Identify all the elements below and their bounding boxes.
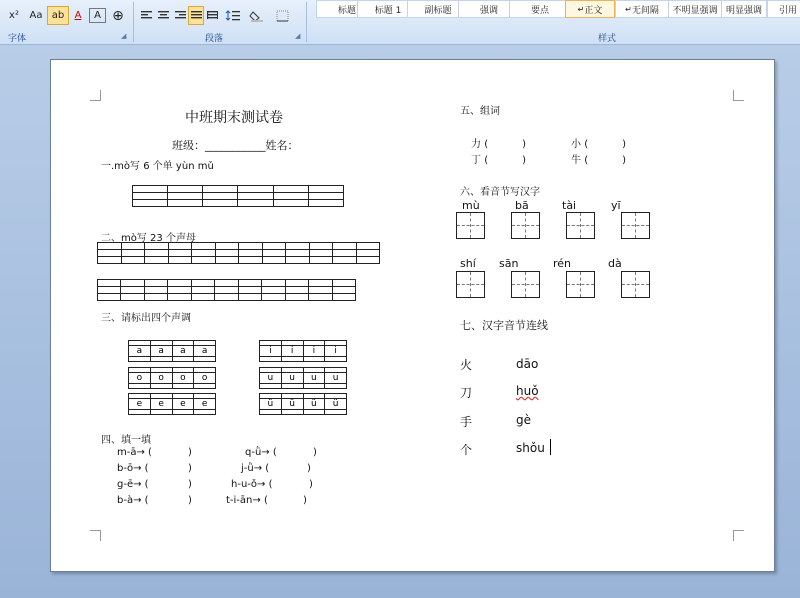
fill-item-close: ) — [307, 463, 311, 474]
writing-box[interactable] — [456, 212, 485, 239]
section-7-title: 七、汉字音节连线 — [460, 319, 548, 332]
style-emphasis[interactable]: 强调 — [458, 0, 520, 18]
tone-cell: a — [172, 346, 194, 357]
style-subtitle[interactable]: 副标题 — [407, 0, 469, 18]
match-pinyin: gè — [516, 413, 531, 427]
word-item — [571, 151, 626, 166]
style-normal[interactable] — [565, 0, 615, 18]
line-spacing-icon — [225, 10, 241, 21]
font-group-label: 字体 — [8, 34, 27, 44]
fill-item-close: ) — [188, 495, 192, 506]
tone-cell: o — [150, 373, 172, 384]
word-close: ) — [522, 139, 526, 150]
writing-box[interactable] — [456, 271, 485, 298]
fill-item-close: ) — [303, 495, 307, 506]
justify-button[interactable] — [188, 6, 204, 25]
pinyin-label: tài — [562, 199, 577, 212]
style-intense-emphasis[interactable]: 明显强调 — [721, 0, 767, 18]
word-open: ( — [584, 155, 589, 166]
align-left-button[interactable] — [138, 6, 154, 25]
fill-item: g-ē→ ( — [117, 479, 149, 490]
line-spacing-button[interactable] — [222, 6, 244, 25]
fill-item-close: ) — [309, 479, 313, 490]
crop-mark — [733, 90, 744, 101]
change-case-button[interactable]: Aa — [29, 10, 43, 21]
pinyin-label: mù — [462, 199, 480, 212]
tone-cell: u — [260, 373, 282, 384]
tone-cell: i — [325, 346, 347, 357]
tone-table-a — [128, 340, 216, 362]
name-label: 姓名： — [265, 139, 299, 152]
shading-button[interactable] — [246, 6, 268, 25]
tone-cell: ü — [281, 399, 303, 410]
style-subtle-emphasis[interactable]: 不明显强调 — [668, 0, 722, 18]
word-item — [471, 151, 526, 166]
tone-cell: e — [194, 399, 216, 410]
initials-grid-1 — [97, 242, 380, 264]
tone-cell: i — [281, 346, 303, 357]
border-grid-icon — [276, 10, 290, 22]
align-right-button[interactable] — [172, 6, 188, 25]
pinyin-label: dà — [608, 257, 622, 270]
tone-cell: a — [194, 346, 216, 357]
distributed-button[interactable] — [204, 6, 220, 25]
fill-item: j-ǜ→ ( — [241, 463, 270, 474]
tone-cell: a — [150, 346, 172, 357]
justify-icon — [191, 11, 202, 20]
style-heading-1[interactable]: 标题 1 — [357, 0, 419, 18]
match-char: 刀 — [460, 386, 473, 400]
styles-group-label: 样式 — [598, 34, 617, 44]
fill-item: m-ā→ ( — [117, 447, 152, 458]
document-page[interactable] — [50, 59, 775, 572]
word-char: 牛 — [571, 155, 581, 166]
style-heading[interactable]: 标题 — [316, 0, 378, 18]
tone-cell: ü — [260, 399, 282, 410]
tone-cell: ü — [303, 399, 325, 410]
word-char: 力 — [471, 139, 481, 150]
tone-table-o — [128, 367, 216, 389]
initials-grid-2 — [97, 279, 356, 301]
tone-cell: i — [303, 346, 325, 357]
tone-table-u — [259, 367, 347, 389]
highlight-icon: ab — [51, 10, 65, 21]
tone-cell: a — [129, 346, 151, 357]
tone-cell: i — [260, 346, 282, 357]
ribbon — [0, 0, 800, 45]
paragraph-dialog-launcher-icon[interactable]: ◢ — [295, 32, 301, 40]
pinyin-label: yī — [611, 199, 621, 212]
pinyin-label: sān — [499, 257, 519, 270]
word-close: ) — [622, 139, 626, 150]
match-char: 手 — [460, 415, 473, 429]
writing-box[interactable] — [511, 212, 540, 239]
fill-item-close: ) — [188, 479, 192, 490]
style-no-spacing[interactable] — [615, 0, 669, 18]
align-center-button[interactable] — [155, 6, 171, 25]
fill-item: t-i-ān→ ( — [226, 495, 268, 506]
tone-cell: u — [303, 373, 325, 384]
group-separator — [306, 2, 307, 42]
tone-table-i — [259, 340, 347, 362]
tone-cell: o — [129, 373, 151, 384]
writing-box[interactable] — [566, 212, 595, 239]
align-right-icon — [175, 11, 186, 20]
tone-cell: o — [194, 373, 216, 384]
fill-item-close: ) — [188, 463, 192, 474]
writing-box[interactable] — [621, 212, 650, 239]
writing-box[interactable] — [621, 271, 650, 298]
writing-box[interactable] — [566, 271, 595, 298]
section-3-title: 三、请标出四个声调 — [101, 313, 191, 324]
text-cursor — [550, 439, 551, 455]
fill-item-close: ) — [313, 447, 317, 458]
paragraph-group-label: 段落 — [205, 34, 224, 44]
highlight-color-button[interactable] — [47, 6, 69, 25]
style-key-point[interactable]: 要点 — [509, 0, 571, 18]
tone-table-e — [128, 393, 216, 415]
word-open: ( — [484, 139, 489, 150]
word-item — [571, 135, 626, 150]
word-char: 小 — [571, 139, 581, 150]
word-open: ( — [584, 139, 589, 150]
word-close: ) — [622, 155, 626, 166]
style-normal-label: 正文 — [584, 5, 603, 16]
word-open: ( — [484, 155, 489, 166]
paint-bucket-icon — [249, 10, 265, 22]
tone-cell: o — [172, 373, 194, 384]
section-4-title: 四、填一填 — [101, 435, 151, 446]
tone-cell: ü — [325, 399, 347, 410]
crop-mark — [90, 90, 101, 101]
style-quote[interactable]: 引用 — [767, 0, 800, 18]
tone-cell: e — [150, 399, 172, 410]
tone-cell: u — [325, 373, 347, 384]
pinyin-label: bā — [515, 199, 529, 212]
font-color-button[interactable]: A — [74, 10, 82, 21]
section-5-title: 五、组词 — [460, 106, 500, 117]
word-char: 丁 — [471, 155, 481, 166]
match-char: 个 — [460, 443, 473, 457]
class-name-line — [172, 137, 299, 153]
crop-mark — [90, 530, 101, 541]
fill-item: q-ǜ→ ( — [245, 447, 277, 458]
vowel-writing-grid — [132, 185, 344, 207]
crop-mark — [733, 530, 744, 541]
font-dialog-launcher-icon[interactable]: ◢ — [121, 32, 127, 40]
fill-item: b-à→ ( — [117, 495, 149, 506]
class-blank: ___________ — [205, 139, 266, 152]
tone-cell: u — [281, 373, 303, 384]
fill-item: h-u-ǒ→ ( — [231, 479, 273, 490]
group-separator — [133, 2, 134, 42]
paragraph-mark-icon: ↵ — [577, 4, 585, 14]
writing-box[interactable] — [511, 271, 540, 298]
distributed-icon — [207, 11, 218, 20]
tone-cell: e — [172, 399, 194, 410]
word-close: ) — [522, 155, 526, 166]
fill-item-close: ) — [188, 447, 192, 458]
class-label: 班级： — [172, 139, 205, 152]
paragraph-mark-icon: ↵ — [625, 4, 632, 14]
word-item — [471, 135, 526, 150]
pinyin-label: rén — [553, 257, 572, 270]
tone-cell: e — [129, 399, 151, 410]
page-title: 中班期末测试卷 — [185, 110, 283, 126]
match-char: 火 — [460, 358, 473, 372]
match-pinyin: dāo — [516, 357, 539, 371]
section-6-title: 六、看音节写汉字 — [460, 187, 540, 198]
style-no-spacing-label: 无间隔 — [631, 5, 659, 16]
match-pinyin: huǒ — [516, 384, 539, 398]
character-border-button[interactable]: A — [89, 8, 106, 23]
section-1-title: 一.mò写 6 个单 yùn mǔ — [101, 161, 214, 172]
pinyin-label: shí — [460, 257, 476, 270]
align-center-icon — [158, 11, 169, 20]
align-left-icon — [141, 11, 152, 20]
fill-item: b-ō→ ( — [117, 463, 149, 474]
match-pinyin: shǒu — [516, 441, 545, 455]
section-2-title: 二、mò写 23 个声母 — [101, 233, 196, 244]
tone-table-v — [259, 393, 347, 415]
enclose-characters-button[interactable]: ⊕ — [112, 7, 124, 24]
borders-button[interactable] — [271, 6, 295, 25]
superscript-button[interactable]: x² — [9, 10, 19, 21]
